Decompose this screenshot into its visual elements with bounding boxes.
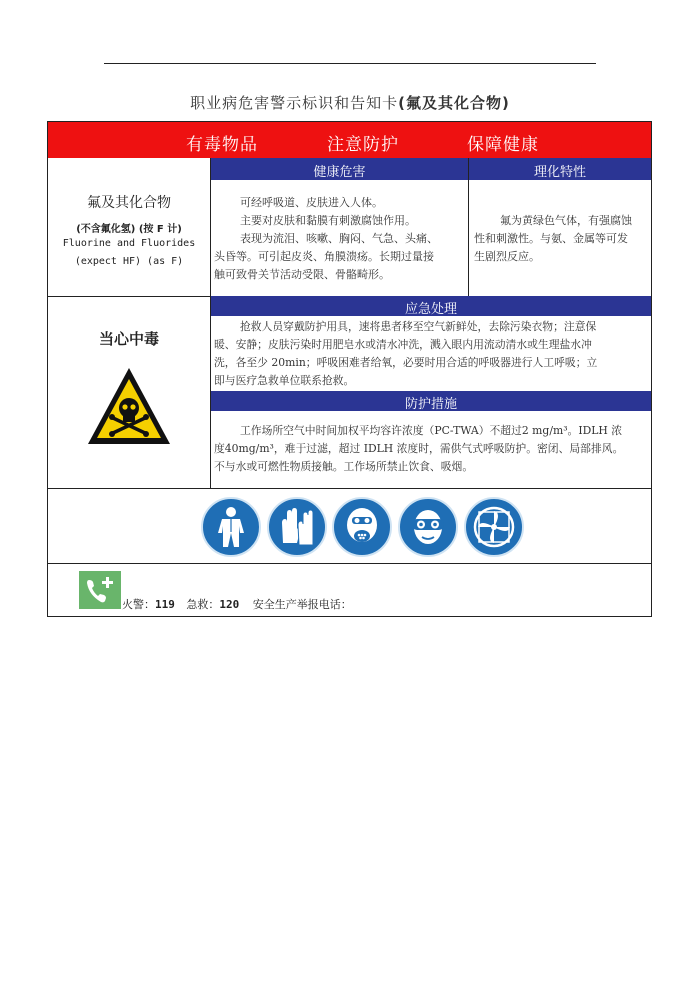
substance-name: 氟及其化合物	[87, 195, 171, 211]
title-main: 职业病危害警示标识和告知卡	[190, 94, 399, 112]
hazard-notice-card	[47, 121, 652, 617]
emergency-text	[214, 318, 650, 390]
respirator-mask-icon	[332, 497, 392, 557]
report-label: 安全生产举报电话：	[252, 598, 352, 611]
fire-number: 119	[155, 598, 175, 611]
health-hazard-header: 健康危害	[211, 158, 468, 180]
properties-header: 理化特性	[469, 158, 651, 180]
warning-label: 当心中毒	[98, 330, 159, 348]
safety-goggles-icon	[398, 497, 458, 557]
health-hazard-line: 可经呼吸道、皮肤进入人体。	[240, 196, 383, 209]
health-hazard-line: 触可致骨关节活动受限、骨骼畸形。	[214, 268, 390, 281]
health-hazard-line: 头昏等。可引起皮炎、角膜溃疡。长期过量接	[214, 250, 434, 263]
protection-text	[214, 422, 650, 476]
health-hazard-line: 主要对皮肤和黏膜有刺激腐蚀作用。	[240, 214, 416, 227]
properties-line: 性和刺激性。与氨、金属等可发	[474, 232, 628, 245]
health-hazard-line: 表现为流泪、咳嗽、胸闷、气急、头痛、	[240, 232, 438, 245]
title-chemical: (氟及其化合物)	[398, 94, 510, 112]
top-rule	[104, 63, 596, 64]
emergency-line: 暖、安静；皮肤污染时用肥皂水或清水冲洗，溅入眼内用流动清水或生理盐水冲	[214, 338, 592, 351]
contact-line	[122, 596, 352, 612]
protection-line: 不与水或可燃性物质接触。工作场所禁止饮食、吸烟。	[214, 460, 474, 473]
ventilation-fan-icon	[464, 497, 524, 557]
banner-health: 保障健康	[467, 135, 539, 155]
ppe-icons-row	[48, 490, 651, 564]
ambulance-number: 120	[219, 598, 240, 611]
page-title	[0, 92, 700, 113]
protective-gloves-icon	[267, 497, 327, 557]
emergency-header: 应急处理	[211, 296, 651, 316]
emergency-line: 抢救人员穿戴防护用具，速将患者移至空气新鲜处，去除污染衣物；注意保	[240, 320, 597, 333]
substance-name-en: Fluorine and Fluorides	[62, 238, 196, 249]
banner-toxic: 有毒物品	[186, 135, 258, 155]
protection-line: 工作场所空气中时间加权平均容许浓度（PC-TWA）不超过2 mg/m³。IDLH 浓	[240, 424, 623, 437]
properties-line: 氟为黄绿色气体，有强腐蚀	[500, 214, 632, 227]
properties-text	[474, 212, 650, 266]
ambulance-label: 急救：	[186, 598, 220, 611]
warning-banner	[48, 122, 651, 158]
skull-crossbones-icon	[86, 365, 172, 447]
substance-note: (不含氟化氢) (按 F 计)	[76, 224, 182, 235]
emergency-line: 洗，各至少 20min；呼吸困难者给氧，必要时用合适的呼吸器进行人工呼吸；立	[214, 356, 598, 369]
divider	[210, 158, 211, 488]
emergency-phone-icon	[79, 571, 121, 609]
properties-line: 生剧烈反应。	[474, 250, 540, 263]
banner-protect: 注意防护	[327, 135, 399, 155]
divider	[48, 488, 651, 489]
protection-header: 防护措施	[211, 391, 651, 411]
substance-name-en-note: (expect HF) (as F)	[74, 256, 184, 267]
fire-label: 火警：	[122, 598, 155, 611]
protection-line: 度40mg/m³，难于过滤，超过 IDLH 浓度时，需供气式呼吸防护。密闭、局部排风。	[214, 442, 624, 455]
emergency-line: 即与医疗急救单位联系抢救。	[214, 374, 355, 387]
protective-suit-icon	[201, 497, 261, 557]
health-hazard-text	[214, 194, 466, 284]
